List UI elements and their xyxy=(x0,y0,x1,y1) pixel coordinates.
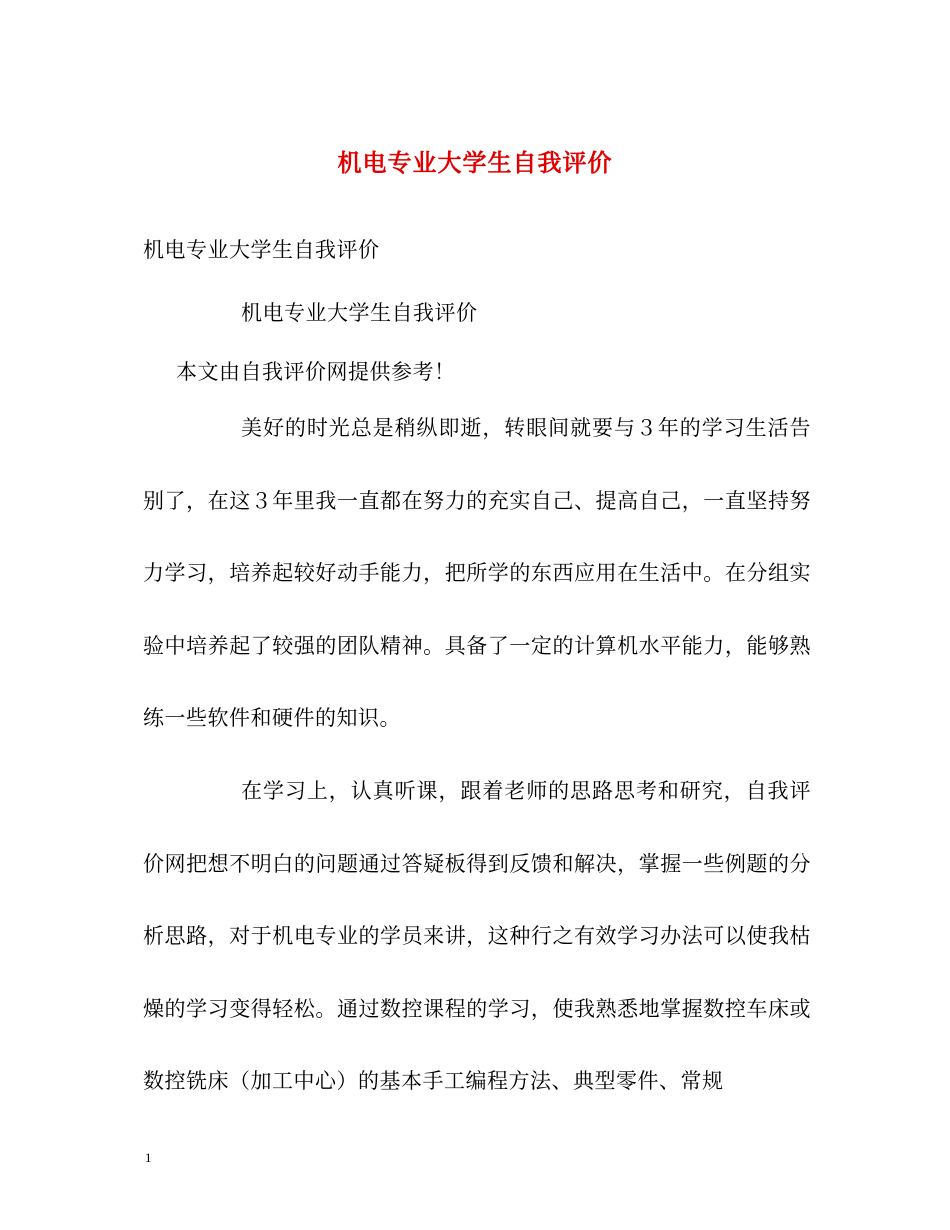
heading-plain: 机电专业大学生自我评价 xyxy=(143,238,380,262)
paragraph-2: 在学习上，认真听课，跟着老师的思路思考和研究，自我评价网把想不明白的问题通过答疑板得到反馈和解决，掌握一些例题的分析思路，对于机电专业的学员来讲，这种行之有效学习办法可以使我枯燥的学习变得轻松。通过数控课程的学习，使我熟悉地掌握数控车床或数控铣床（加工中心）的基本手工编程方法、典型零件、常规 xyxy=(143,779,811,1094)
heading-indented: 机电专业大学生自我评价 xyxy=(241,301,478,325)
page-number: 1 xyxy=(145,1150,152,1165)
paragraph-1: 美好的时光总是稍纵即逝，转眼间就要与３年的学习生活告别了，在这３年里我一直都在努力的充实自己、提高自己，一直坚持努力学习，培养起较好动手能力，把所学的东西应用在生活中。在分组实验中培养起了较强的团队精神。具备了一定的计算机水平能力，能够熟练一些软件和硬件的知识。 xyxy=(143,416,811,731)
document-title: 机电专业大学生自我评价 xyxy=(337,148,613,177)
source-note: 本文由自我评价网提供参考！ xyxy=(176,360,456,384)
